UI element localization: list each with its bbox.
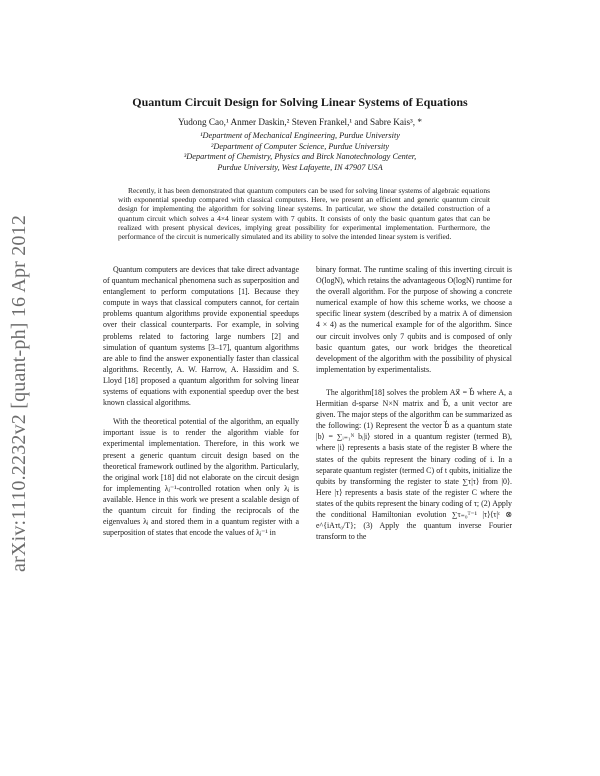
arxiv-identifier-text: arXiv:1110.2232v2 [quant-ph] 16 Apr 2012 <box>8 214 30 572</box>
body-paragraph: The algorithm[18] solves the problem Ax⃗ = b⃗ where A, a Hermitian d-sparse N×N matrix and b⃗, a unit vector are given. The major steps of the algorithm can be summarized as the following: (1) Represent the vector b⃗ as a quantum state |b⟩ = ∑ᵢ₌₁ᴺ bᵢ|i⟩ stored in a quantum register (termed B), where |i⟩ represents a basis state of the register B where the states of the qubits represent the binary coding of i. In a separate quantum register (termed C) of t qubits, initialize the qubits by transforming the register to state ∑τ|τ⟩ from |0⟩. Here |τ⟩ represents a basis state of the register C where the states of the qubits represent the binary coding of τ; (2) Apply the conditional Hamiltonian evolution ∑τ₌₀ᵀ⁻¹ |τ⟩⟨τ|ᶜ ⊗ e^{iAτt₀/T}; (3) Apply the quantum inverse Fourier transform to the <box>316 387 512 542</box>
affiliation-line: Purdue University, West Lafayette, IN 47907 USA <box>217 162 383 172</box>
body-paragraph: Quantum computers are devices that take direct advantage of quantum mechanical phenomena such as superposition and entanglement to perform computations [1]. Because they compute in ways that classical computers cannot, for certain problems quantum algorithms provide exponential speedups over their classical counterparts. For example, in solving problems related to factoring large numbers [2] and simulation of quantum systems [3–17], quantum algorithms are able to find the answer exponentially faster than classical algorithms. Recently, A. W. Harrow, A. Hassidim and S. Lloyd [18] proposed a quantum algorithm for solving linear systems of equations with exponential speedup over the best known classical algorithms. <box>103 265 299 408</box>
body-paragraph: With the theoretical potential of the algorithm, an equally important issue is to render the algorithm viable for experimental implementation. Therefore, in this work we present a generic quantum circuit design based on the theoretical framework outlined by the algorithm. Particularly, the original work [18] did not elaborate on the circuit design for implementing λⱼ⁻¹-controlled rotation when only λⱼ is available. Hence in this work we present a scalable design of the quantum circuit for finding the reciprocals of the eigenvalues λⱼ and stored them in a quantum register with a superposition of states that encode the values of λⱼ⁻¹ in <box>103 417 299 538</box>
affiliations <box>0 131 600 173</box>
left-column <box>103 252 299 546</box>
body-paragraph: binary format. The runtime scaling of this inverting circuit is O(logN), which retains the advantageous O(logN) runtime for the overall algorithm. For the purpose of showing a concrete numerical example of how this scheme works, we choose a specific linear system (described by a matrix A of dimension 4 × 4) as the numerical example for of the algorithm. Since our circuit involves only 7 qubits and is composed of only basic quantum gates, our work bridges the theoretical development of the algorithm with the possibility of physical implementation by experimentalists. <box>316 265 512 374</box>
paper-title: Quantum Circuit Design for Solving Linear Systems of Equations <box>132 95 468 109</box>
affiliation-line: ²Department of Computer Science, Purdue University <box>210 141 390 151</box>
abstract: Recently, it has been demonstrated that quantum computers can be used for solving linear systems of algebraic equations with exponential speedup compared with classical computers. Here, we present an efficient and generic quantum circuit design for implementing the algorithm for solving linear systems. In particular, we show the detailed construction of a quantum circuit which solves a 4×4 linear system with 7 qubits. It consists of only the basic quantum gates that can be realized with present physical devices, implying great possibility for experimental implementation. Furthermore, the performance of the circuit is numerically simulated and its ability to solve the intended linear system is verified. <box>118 186 490 242</box>
affiliation-line: ¹Department of Mechanical Engineering, Purdue University <box>200 131 400 140</box>
affiliation-line: ³Department of Chemistry, Physics and Birck Nanotechnology Center, <box>183 152 417 162</box>
author-list: Yudong Cao,¹ Anmer Daskin,² Steven Frankel,¹ and Sabre Kais³, * <box>178 117 422 127</box>
right-column <box>316 252 512 550</box>
